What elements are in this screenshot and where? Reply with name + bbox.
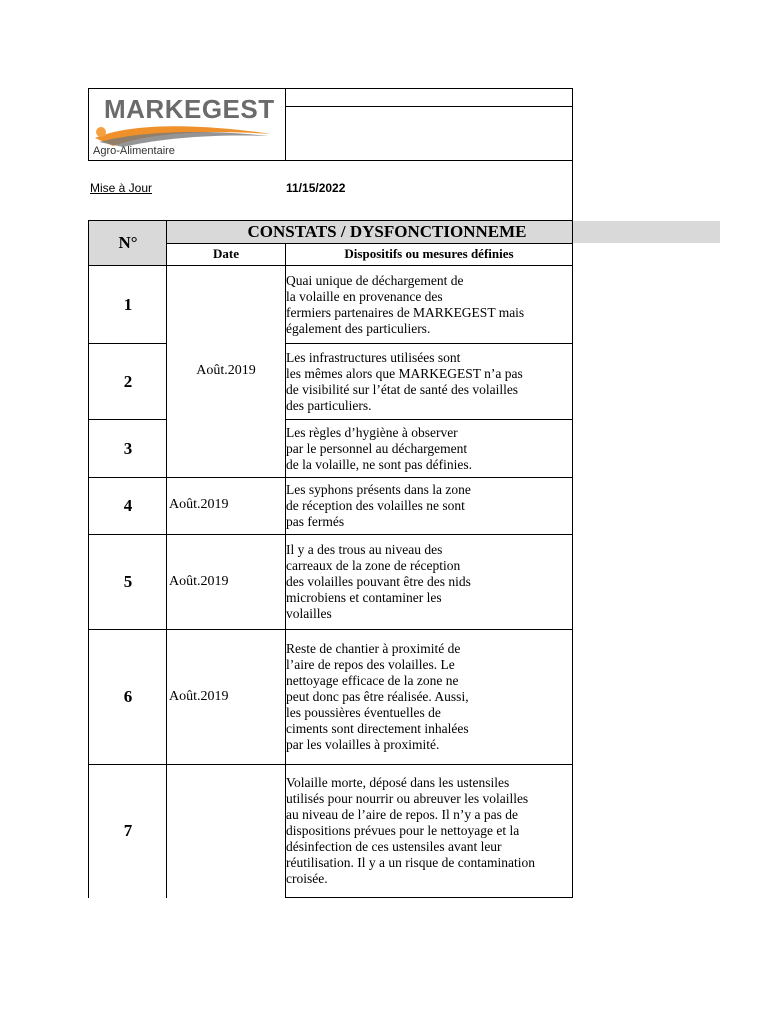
brand-logo: MARKEGEST	[104, 94, 275, 124]
row-number: 5	[123, 572, 133, 591]
measure-text: Reste de chantier à proximité de l’aire de repos des volailles. Le nettoyage efficace de la zone ne peut donc pas être réalisée. Aussi, les poussières éventuelles de ciments sont directement inhalées par les volailles à proximité.	[286, 641, 469, 752]
update-date: 11/15/2022	[286, 181, 346, 195]
table-line	[572, 88, 573, 898]
row-number: 1	[123, 294, 133, 314]
measure-text: Volaille morte, déposé dans les ustensiles utilisés pour nourrir ou abreuver les volailles au niveau de l’aire de repos. Il n’y a pas de dispositions prévues pour le nettoyage et la désinfection de ces ustensiles avant leur réutilisation. Il y a un risque de contamination croisée.	[286, 775, 535, 886]
header-divider	[285, 88, 286, 161]
header-border-bottom	[88, 160, 573, 161]
header-inner-line	[286, 106, 573, 107]
date-column-header: Date	[213, 246, 239, 261]
no-column-header: N°	[89, 221, 167, 265]
header-border-left	[88, 88, 89, 161]
measure-text: Il y a des trous au niveau des carreaux de la zone de réception des volailles pouvant être des nids microbiens et contaminer les volailles	[286, 542, 471, 621]
row-number: 4	[123, 496, 133, 515]
row-number: 6	[123, 687, 133, 706]
header-border-top	[88, 88, 573, 89]
table-line	[88, 220, 573, 221]
measure-text: Les règles d’hygiène à observer par le personnel au déchargement de la volaille, ne sont pas définies.	[286, 424, 472, 472]
measure-text: Les syphons présents dans la zone de réception des volailles ne sont pas fermés	[286, 482, 471, 529]
section-title: CONSTATS / DYSFONCTIONNEME	[247, 222, 527, 241]
date-cell: Août.2019	[169, 497, 229, 512]
date-cell: Août.2019	[169, 689, 229, 704]
table-line	[285, 897, 573, 898]
logo-swoosh-icon	[93, 120, 275, 148]
brand-subtitle: Agro-Alimentaire	[93, 145, 175, 157]
row-number: 7	[123, 821, 133, 840]
update-label: Mise à Jour	[90, 181, 153, 195]
date-cell: Août.2019	[169, 574, 229, 589]
measure-text: Quai unique de déchargement de la volaille en provenance des fermiers partenaires de MARKEGEST mais également des particuliers.	[286, 272, 525, 336]
row-number: 2	[123, 371, 133, 391]
merged-date-cell: Août.2019	[196, 363, 256, 378]
measure-text: Les infrastructures utilisées sont les mêmes alors que MARKEGEST n’a pas de visibilité sur l’état de santé des volailles des particuliers.	[286, 349, 523, 413]
measures-column-header: Dispositifs ou mesures définies	[344, 246, 514, 261]
row-number: 3	[123, 438, 133, 458]
table-line	[167, 243, 573, 244]
